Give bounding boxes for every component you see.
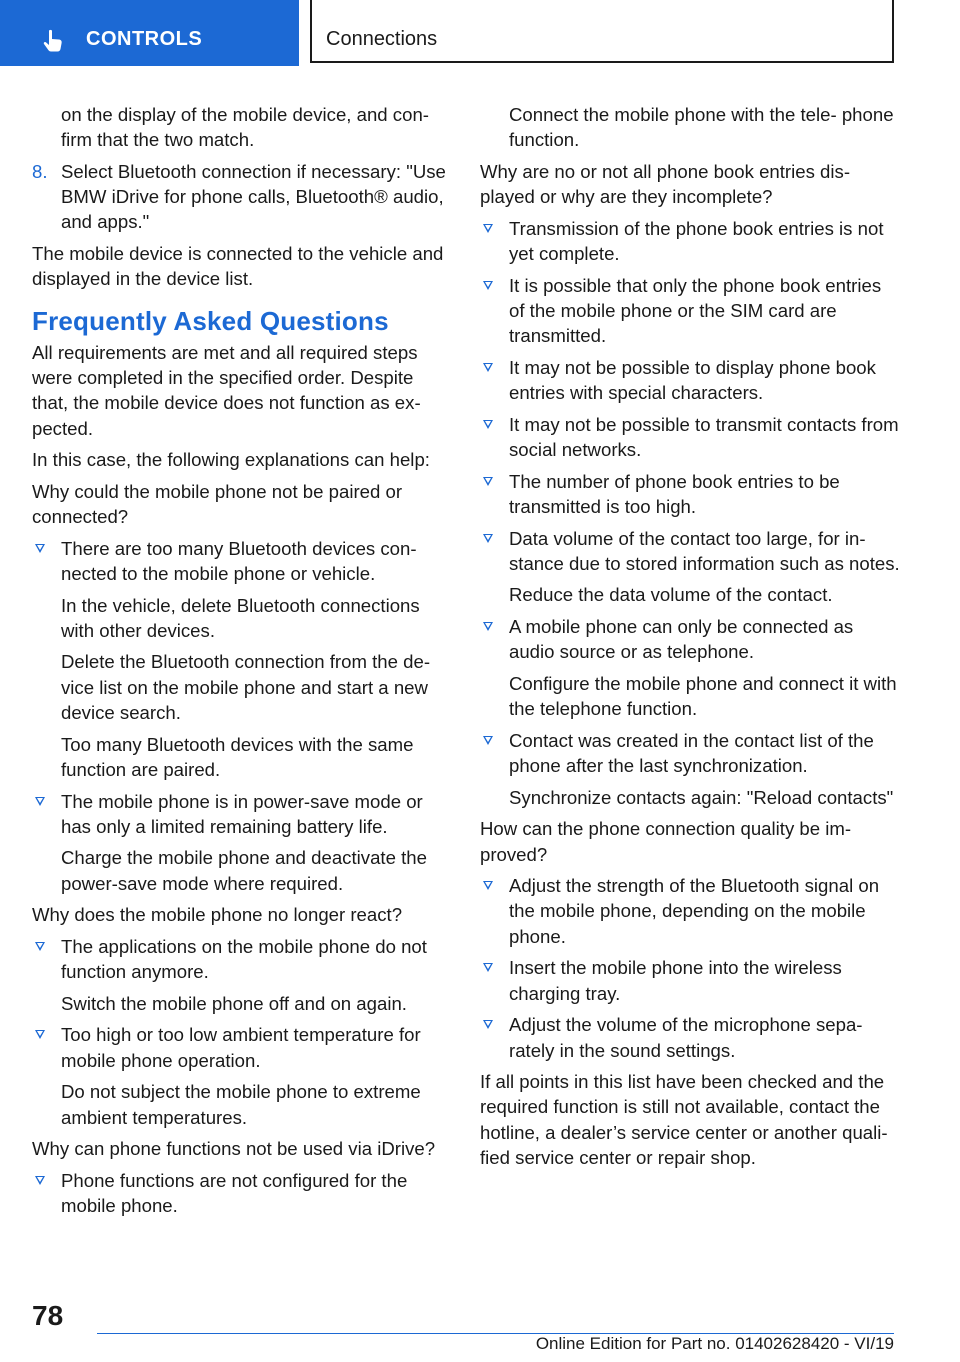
bullet-text: It may not be possible to display phone book entries with special characters. [509, 356, 876, 404]
chapter-tab-connections[interactable] [310, 0, 894, 63]
bullet-subtext: Too many Bluetooth devices with the same function are paired. [61, 733, 414, 780]
closing-paragraph: If all points in this list have been checked and the required function is still not available, contact the hotline, a dealer’s service center or another quali‐ fied service center or repair shop. [480, 1071, 888, 1169]
triangle-bullet-icon [483, 224, 493, 233]
faq-question: How can the phone connection quality be im‐ proved? [480, 818, 852, 865]
bullet-subtext: Do not subject the mobile phone to extreme ambient temperatures. [61, 1081, 421, 1128]
bullet-item [480, 273, 900, 349]
triangle-bullet-icon [483, 363, 493, 372]
bullet-item [32, 1022, 448, 1073]
triangle-bullet-icon [35, 544, 45, 553]
bullet-item [32, 1168, 448, 1219]
bullet-text: It is possible that only the phone book entries of the mobile phone or the SIM card are transmitted. [509, 274, 882, 347]
bullet-text: A mobile phone can only be connected as audio source or as telephone. [509, 616, 854, 663]
bullet-text: The mobile phone is in power-save mode or has only a limited remaining battery life. [61, 790, 423, 837]
bullet-subtext: Delete the Bluetooth connection from the de‐ vice list on the mobile phone and start a new device search. [61, 651, 431, 724]
bullet-item [480, 469, 900, 520]
bullet-item [480, 216, 900, 267]
hand-pointer-icon [40, 28, 66, 54]
triangle-bullet-icon [35, 1030, 45, 1039]
bullet-item [480, 955, 900, 1006]
triangle-bullet-icon [483, 534, 493, 543]
triangle-bullet-icon [483, 881, 493, 890]
bullet-item [480, 412, 900, 463]
continued-step-text: on the display of the mobile device, and con‐ firm that the two match. [61, 104, 429, 151]
bullet-subtext: Synchronize contacts again: "Reload contacts" [509, 786, 894, 808]
page-number: 78 [32, 1300, 64, 1331]
bullet-item [480, 355, 900, 406]
faq-question: Why are no or not all phone book entries dis‐ played or why are they incomplete? [480, 160, 851, 208]
bullet-item [480, 728, 900, 779]
bullet-text: There are too many Bluetooth devices con‐ nected to the mobile phone or vehicle. [61, 537, 417, 584]
bullet-text: Data volume of the contact too large, for in‐ stance due to stored information such as notes. [509, 527, 900, 574]
bullet-text: Adjust the volume of the microphone sepa‐ rately in the sound settings. [509, 1014, 863, 1061]
faq-question: Why could the mobile phone not be paired or connected? [32, 480, 403, 528]
bullet-text: Transmission of the phone book entries is not yet complete. [509, 217, 884, 265]
bullet-text: Phone functions are not configured for the mobile phone. [61, 1169, 408, 1217]
bullet-text: Contact was created in the contact list of the phone after the last synchronization. [509, 729, 874, 777]
triangle-bullet-icon [483, 1020, 493, 1029]
section-tab-label: CONTROLS [86, 28, 203, 50]
bullet-item [480, 614, 900, 665]
bullet-text: Too high or too low ambient temperature for mobile phone operation. [61, 1024, 421, 1071]
page-header [0, 0, 960, 66]
paragraph: In this case, the following explanations can help: [32, 449, 430, 471]
triangle-bullet-icon [483, 736, 493, 745]
bullet-item [480, 873, 900, 949]
bullet-item [32, 934, 448, 985]
section-tab-controls[interactable] [0, 0, 299, 66]
step-text: Select Bluetooth connection if necessary: "Use BMW iDrive for phone calls, Bluetooth® audio, and apps." [61, 160, 446, 233]
bullet-item [480, 526, 900, 577]
bullet-text: The applications on the mobile phone do not function anymore. [61, 935, 427, 983]
bullet-text: The number of phone book entries to be transmitted is too high. [509, 470, 840, 517]
paragraph: All requirements are met and all required steps were completed in the specified order. Despite that, the mobile device does not function as ex‐ pected. [32, 341, 421, 439]
paragraph: The mobile device is connected to the vehicle and displayed in the device list. [32, 243, 444, 290]
bullet-subtext: Charge the mobile phone and deactivate the power-save mode where required. [61, 847, 427, 894]
bullet-subtext: Configure the mobile phone and connect it with the telephone function. [509, 672, 897, 720]
triangle-bullet-icon [483, 420, 493, 429]
bullet-subtext: In the vehicle, delete Bluetooth connections with other devices. [61, 594, 420, 641]
left-column [32, 102, 448, 1225]
faq-question: Why can phone functions not be used via iDrive? [32, 1138, 436, 1160]
triangle-bullet-icon [483, 477, 493, 486]
triangle-bullet-icon [483, 281, 493, 290]
step-number: 8. [32, 160, 48, 182]
triangle-bullet-icon [35, 942, 45, 951]
section-heading: Frequently Asked Questions [32, 305, 389, 336]
bullet-item [32, 789, 448, 840]
triangle-bullet-icon [483, 963, 493, 972]
bullet-item [32, 536, 448, 587]
bullet-text: Adjust the strength of the Bluetooth signal on the mobile phone, depending on the mobile phone. [509, 875, 880, 947]
faq-question: Why does the mobile phone no longer react? [32, 904, 403, 926]
right-column [480, 102, 900, 1177]
edition-footer: Online Edition for Part no. 01402628420 - VI/19 [535, 1334, 894, 1353]
bullet-subtext: Switch the mobile phone off and on again. [61, 992, 407, 1014]
step-8 [32, 159, 448, 235]
triangle-bullet-icon [35, 1176, 45, 1185]
triangle-bullet-icon [483, 622, 493, 631]
triangle-bullet-icon [35, 797, 45, 806]
bullet-subtext: Connect the mobile phone with the tele‐ phone function. [509, 104, 894, 151]
bullet-item [480, 1012, 900, 1063]
bullet-text: It may not be possible to transmit contacts from social networks. [509, 413, 899, 461]
bullet-subtext: Reduce the data volume of the contact. [509, 584, 833, 606]
bullet-text: Insert the mobile phone into the wireless charging tray. [509, 957, 842, 1004]
chapter-tab-label: Connections [326, 28, 438, 50]
